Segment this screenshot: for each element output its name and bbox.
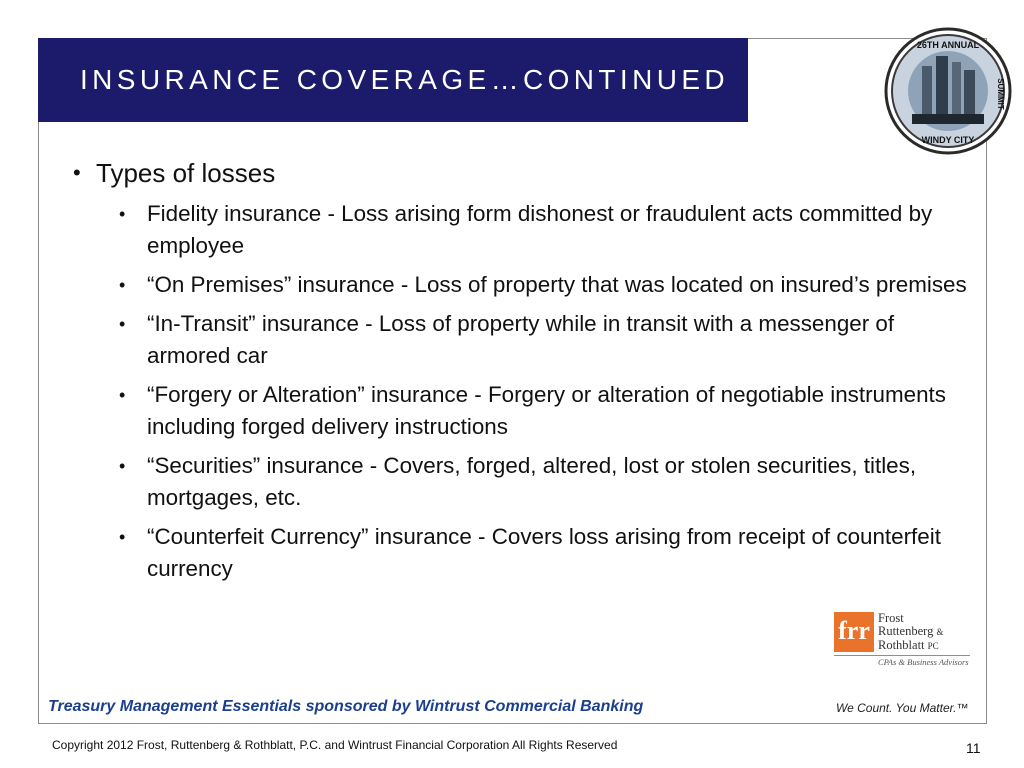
bullet-marker: •	[119, 204, 126, 224]
sub-bullet-on-premises	[116, 269, 975, 301]
bullet-marker: •	[119, 385, 126, 405]
wintrust-tagline: We Count. You Matter.™	[836, 701, 969, 715]
svg-text:26TH ANNUAL: 26TH ANNUAL	[916, 40, 980, 50]
slide-title: INSURANCE COVERAGE…CONTINUED	[80, 64, 730, 95]
frr-name-line3: Rothblatt	[878, 638, 925, 652]
sub-bullet-text: “Counterfeit Currency” insurance - Covers loss arising from receipt of counterfeit currency	[147, 524, 941, 581]
frr-pc: PC	[927, 641, 939, 651]
slide-content	[70, 156, 975, 592]
frr-mark-icon: frr	[834, 612, 874, 652]
sub-bullet-text: “Securities” insurance - Covers, forged, altered, lost or stolen securities, titles, mortgages, etc.	[147, 453, 917, 510]
bullet-text: Types of losses	[96, 158, 276, 188]
sub-bullet-text: Fidelity insurance - Loss arising form dishonest or fraudulent acts committed by employee	[147, 201, 933, 258]
bullet-marker: •	[119, 314, 126, 334]
summit-badge-icon	[882, 26, 1014, 156]
frr-name-line1: Frost	[878, 611, 904, 625]
sub-bullet-securities	[116, 450, 975, 514]
bullet-marker: •	[119, 527, 126, 547]
bullet-marker: •	[73, 160, 81, 185]
frr-amp: &	[936, 627, 944, 637]
frr-logo	[834, 612, 974, 668]
sub-bullet-in-transit	[116, 308, 975, 372]
frr-divider	[834, 655, 970, 656]
sub-bullet-forgery	[116, 379, 975, 443]
copyright-notice: Copyright 2012 Frost, Ruttenberg & Rothblatt, P.C. and Wintrust Financial Corporation All Rights Reserved	[52, 738, 618, 752]
svg-text:SUMMIT: SUMMIT	[996, 78, 1005, 110]
sub-bullet-text: “In-Transit” insurance - Loss of property while in transit with a messenger of armored car	[147, 311, 895, 368]
sponsor-line: Treasury Management Essentials sponsored by Wintrust Commercial Banking	[48, 698, 644, 715]
sub-bullet-fidelity	[116, 198, 975, 262]
page-number: 11	[966, 740, 981, 756]
bullet-marker: •	[119, 456, 126, 476]
bullet-marker: •	[119, 275, 126, 295]
bullet-types-of-losses	[70, 156, 975, 190]
sub-bullet-counterfeit	[116, 521, 975, 585]
sub-bullet-text: “Forgery or Alteration” insurance - Forgery or alteration of negotiable instruments including forged delivery instructions	[147, 382, 946, 439]
frr-tagline: CPAs & Business Advisors	[878, 657, 969, 667]
svg-text:WINDY CITY: WINDY CITY	[921, 135, 975, 145]
frr-firm-name	[878, 612, 974, 653]
sub-bullet-text: “On Premises” insurance - Loss of property that was located on insured’s premises	[147, 272, 967, 297]
frr-name-line2: Ruttenberg	[878, 624, 934, 638]
